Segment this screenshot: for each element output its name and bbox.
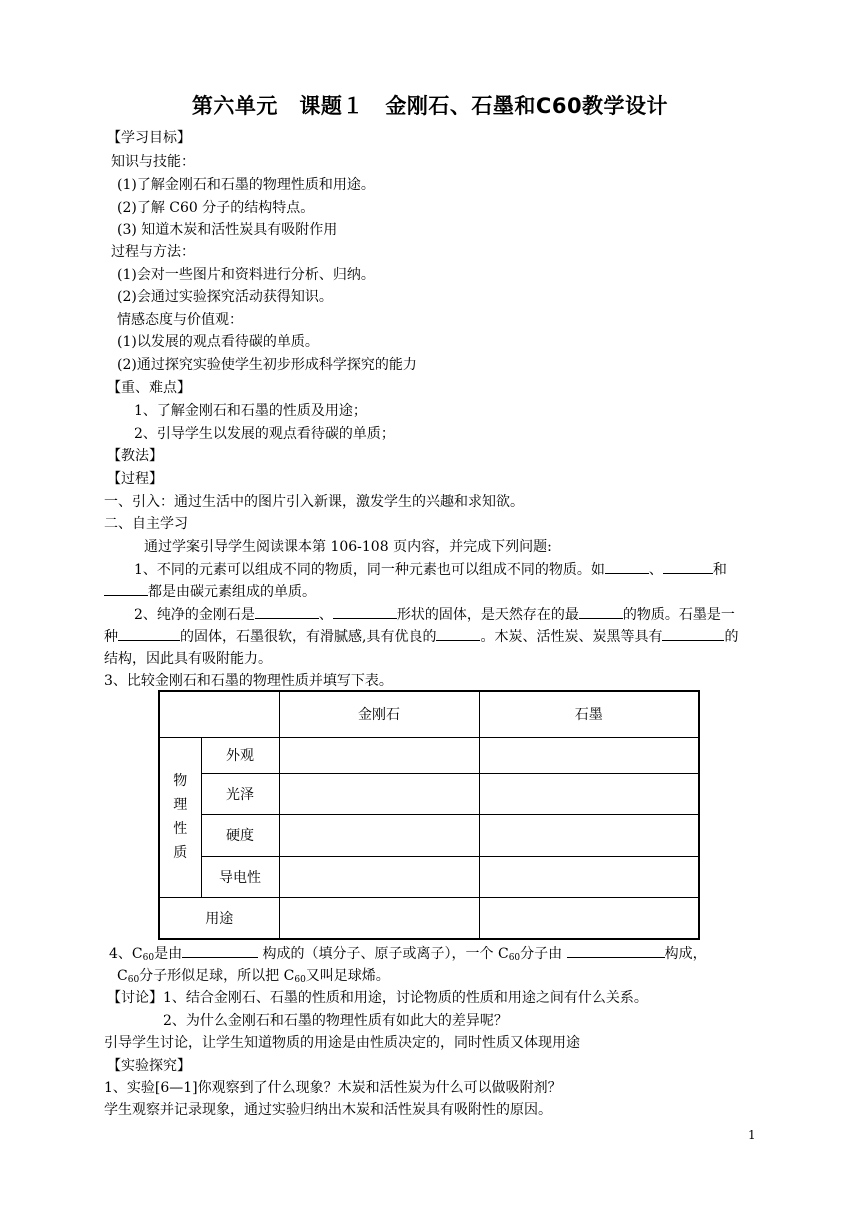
q4-text-b: 是由 [154, 946, 183, 962]
table-row-label-conductivity: 导电性 [201, 856, 279, 897]
fill-blank[interactable] [333, 604, 397, 619]
fill-blank[interactable] [255, 604, 319, 619]
question-3: 3、比较金刚石和石墨的物理性质并填写下表。 [104, 673, 393, 689]
table-group-physical-properties [159, 737, 201, 897]
experiment-header: 【实验探究】 [107, 1058, 191, 1074]
table-cell[interactable] [279, 856, 479, 897]
subscript-60: 60 [508, 953, 521, 963]
knowledge-item-1: (1)了解金刚石和石墨的物理性质和用途。 [117, 177, 375, 193]
experiment-item-2: 学生观察并记录现象，通过实验归纳出木炭和活性炭具有吸附性的原因。 [104, 1102, 552, 1118]
group-char: 质 [173, 845, 188, 861]
q4-text-f: C [117, 968, 128, 984]
process-method-header: 过程与方法： [111, 244, 195, 260]
question-4-line-1 [109, 943, 707, 968]
question-2-line-3: 结构，因此具有吸附能力。 [104, 651, 272, 667]
table-header-diamond: 金刚石 [279, 691, 479, 737]
comparison-table [158, 690, 700, 940]
fill-blank[interactable] [567, 943, 665, 958]
group-char: 性 [173, 821, 188, 837]
knowledge-item-3: (3) 知道木炭和活性炭具有吸附作用 [117, 222, 338, 238]
q4-text-g: 分子形似足球，所以把 C [139, 968, 295, 984]
table-cell[interactable] [479, 856, 699, 897]
question-2-line-1 [134, 604, 735, 625]
table-cell[interactable] [479, 814, 699, 856]
table-header-row [159, 691, 699, 737]
question-1-line-1 [134, 559, 727, 580]
subscript-60: 60 [142, 953, 155, 963]
fill-blank[interactable] [436, 626, 480, 641]
question-1-text-a: 1、不同的元素可以组成不同的物质，同一种元素也可以组成不同的物质。如 [134, 562, 605, 578]
table-row-label-luster: 光泽 [201, 773, 279, 814]
self-study-intro: 通过学案引导学生阅读课本第 106-108 页内容，并完成下列问题: [144, 539, 552, 555]
knowledge-item-2: (2)了解 C60 分子的结构特点。 [117, 200, 315, 216]
process-item-1: (1)会对一些图片和资料进行分析、归纳。 [117, 267, 375, 283]
page-title: 第六单元 课题１ 金刚石、石墨和C60教学设计 [191, 94, 669, 118]
question-1-line-2 [104, 581, 316, 602]
question-2-text-c: 的物质。石墨是一 [622, 607, 735, 623]
fill-blank[interactable] [104, 581, 148, 596]
question-2-text-a: 2、纯净的金刚石是 [134, 607, 255, 623]
table-cell[interactable] [279, 814, 479, 856]
question-2-text-g: 的 [724, 629, 739, 645]
objectives-header: 【学习目标】 [107, 130, 191, 146]
table-cell[interactable] [279, 737, 479, 773]
q4-text-d: 分子由 [520, 946, 567, 962]
table-row-label-usage: 用途 [159, 897, 279, 939]
table-cell[interactable] [479, 773, 699, 814]
page-number: 1 [748, 1128, 756, 1142]
step-self-study: 二、自主学习 [104, 516, 188, 532]
table-row-label-appearance: 外观 [201, 737, 279, 773]
group-char: 物 [173, 773, 188, 789]
key-point-2: 2、引导学生以发展的观点看待碳的单质； [134, 426, 395, 442]
question-2-sep: 、 [318, 607, 333, 623]
q4-text-c: 构成的（填分子、原子或离子），一个 C [258, 946, 509, 962]
table-row [159, 737, 699, 773]
experiment-item-1: 1、实验[6—1]你观察到了什么现象？木炭和活性炭为什么可以做吸附剂？ [104, 1080, 562, 1096]
table-row-label-hardness: 硬度 [201, 814, 279, 856]
subscript-60: 60 [294, 975, 306, 985]
emotion-header: 情感态度与价值观： [117, 312, 243, 328]
discussion-guide: 引导学生讨论，让学生知道物质的用途是由性质决定的，同时性质又体现用途 [104, 1035, 580, 1051]
knowledge-header: 知识与技能： [111, 154, 195, 170]
key-points-header: 【重、难点】 [107, 380, 191, 396]
fill-blank[interactable] [663, 559, 713, 574]
question-2-text-f: 。木炭、活性炭、炭黑等具有 [480, 629, 663, 645]
table-header-graphite: 石墨 [479, 691, 699, 737]
fill-blank[interactable] [662, 626, 724, 641]
table-cell[interactable] [479, 737, 699, 773]
emotion-item-2: (2)通过探究实验使学生初步形成科学探究的能力 [117, 357, 417, 373]
table-cell[interactable] [279, 773, 479, 814]
fill-blank[interactable] [579, 604, 623, 619]
method-header: 【教法】 [107, 448, 163, 464]
table-row [159, 856, 699, 897]
table-row [159, 897, 699, 939]
table-row [159, 773, 699, 814]
table-cell[interactable] [479, 897, 699, 939]
discussion-item-1: 1、结合金刚石、石墨的性质和用途，讨论物质的性质和用途之间有什么关系。 [163, 990, 648, 1006]
question-1-text-b: 都是由碳元素组成的单质。 [148, 584, 316, 600]
question-1-and: 和 [712, 562, 727, 578]
key-point-1: 1、了解金刚石和石墨的性质及用途； [134, 403, 367, 419]
step-intro: 一、引入：通过生活中的图片引入新课，激发学生的兴趣和求知欲。 [104, 494, 524, 510]
emotion-item-1: (1)以发展的观点看待碳的单质。 [117, 334, 319, 350]
question-2-text-b: 形状的固体，是天然存在的最 [396, 607, 579, 623]
question-2-text-d: 种 [104, 629, 118, 645]
group-char: 理 [173, 797, 188, 813]
discussion-item-2: 2、为什么金刚石和石墨的物理性质有如此大的差异呢？ [163, 1013, 508, 1029]
fill-blank[interactable] [605, 559, 649, 574]
discussion-header: 【讨论】 [107, 990, 163, 1006]
table-corner-cell [159, 691, 279, 737]
table-cell[interactable] [279, 897, 479, 939]
fill-blank[interactable] [118, 626, 180, 641]
process-item-2: (2)会通过实验探究活动获得知识。 [117, 289, 333, 305]
discussion-line-1 [107, 988, 648, 1008]
process-header: 【过程】 [107, 471, 163, 487]
question-2-text-e: 的固体，石墨很软，有滑腻感,具有优良的 [180, 629, 437, 645]
fill-blank[interactable] [182, 943, 258, 958]
q4-text-e: 构成， [664, 946, 707, 962]
table-row [159, 814, 699, 856]
question-2-line-2 [104, 626, 738, 647]
q4-text-a: 4、C [109, 946, 143, 962]
question-1-sep: 、 [648, 562, 663, 578]
question-4-line-2 [117, 966, 390, 990]
subscript-60: 60 [127, 975, 140, 985]
q4-text-h: 又叫足球烯。 [305, 968, 390, 984]
